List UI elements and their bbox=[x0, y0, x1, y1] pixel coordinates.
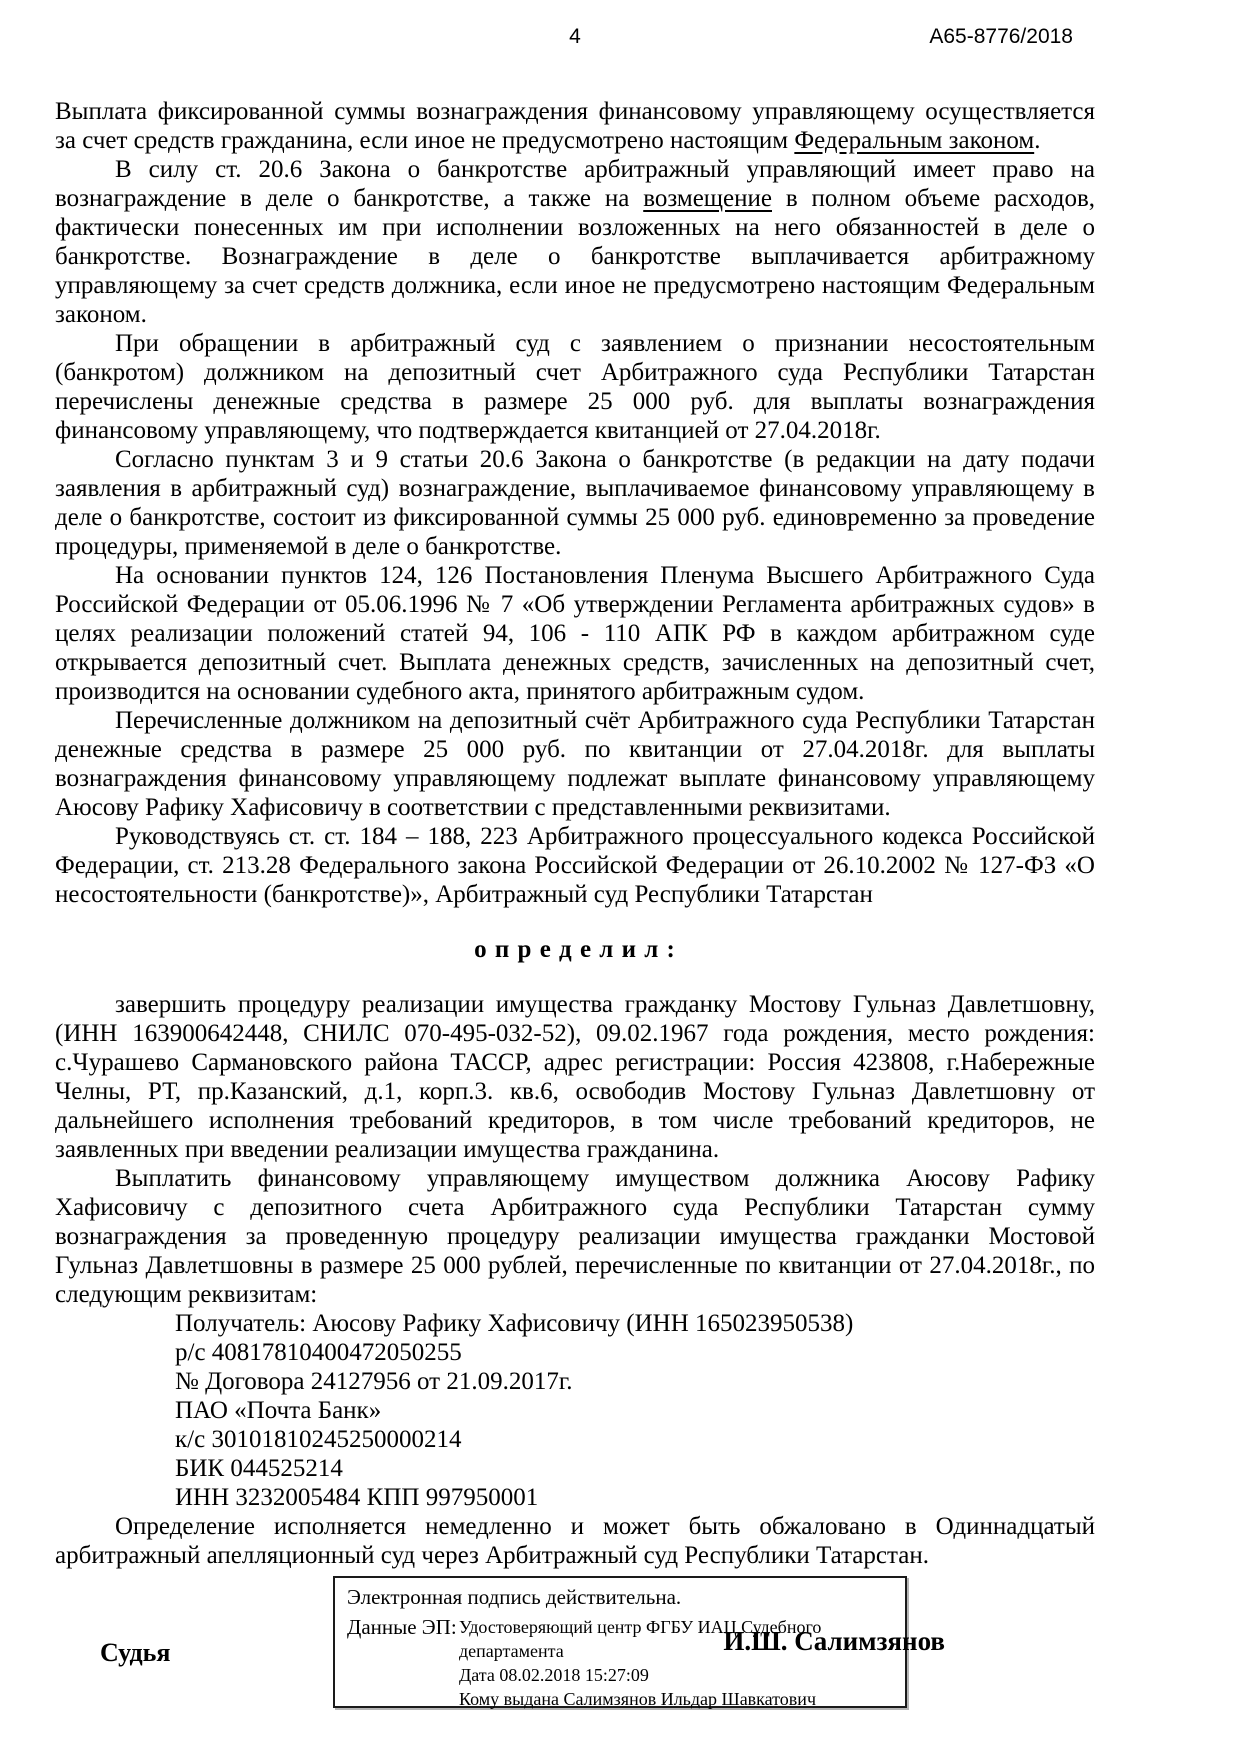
paragraph-deposit-payment: При обращении в арбитражный суд с заявлением о признании несостоятельным (банкротом) должником на депозитный счет Арбитражного суда Республики Татарстан перечислены денежные средства в размере 25 000 руб. для выплаты вознаграждения финансовому управляющему, что подтверждается квитанцией от 27.04.2018г. bbox=[55, 330, 1095, 444]
paragraph-appeal: Определение исполняется немедленно и может быть обжаловано в Одиннадцатый арбитражный апелляционный суд через Арбитражный суд Республики Татарстан. bbox=[55, 1513, 1095, 1569]
electronic-signature-stamp bbox=[333, 1576, 945, 1709]
judge-label: Судья bbox=[100, 1638, 171, 1667]
paragraph-article-20-6 bbox=[55, 155, 1095, 329]
requisite-recipient: Получатель: Аюсову Рафику Хафисовичу (ИНН 165023950538) bbox=[175, 1310, 854, 1337]
payment-requisites bbox=[55, 1309, 1095, 1512]
stamp-data-label: Данные ЭП: bbox=[347, 1615, 457, 1639]
stamp-ca-text: Удостоверяющий центр ФГБУ ИАЦ Судебного департамента bbox=[459, 1617, 822, 1661]
requisite-account: р/с 40817810400472050255 bbox=[175, 1339, 462, 1366]
stamp-date: Дата 08.02.2018 15:27:09 bbox=[459, 1665, 649, 1685]
paragraph-text: в полном объеме расходов, фактически понесенных им при исполнении возложенных на него обязанностей в деле о банкротстве. Вознаграждение в деле о банкротстве выплачивается арбитражному управляющему за счет средств должника, если иное не предусмотрено настоящим Федеральным законом. bbox=[55, 185, 1095, 328]
ruling-heading: о п р е д е л и л : bbox=[474, 936, 676, 963]
requisite-contract: № Договора 24127956 от 21.09.2017г. bbox=[175, 1368, 573, 1395]
paragraph-pay-manager: Выплатить финансовому управляющему имуществом должника Аюсову Рафику Хафисовичу с депозитного счета Арбитражного суда Республики Татарстан сумму вознаграждения за проведенную процедуру реализации имущества гражданки Мостовой Гульназ Давлетшовны в размере 25 000 рублей, перечисленные по квитанции от 27.04.2018г., по следующим реквизитам: bbox=[55, 1165, 1095, 1308]
requisite-bik: БИК 044525214 bbox=[175, 1455, 343, 1482]
requisite-inn-kpp: ИНН 3232005484 КПП 997950001 bbox=[175, 1484, 539, 1511]
underlined-federal-law: Федеральным законом bbox=[794, 127, 1035, 154]
underlined-reimbursement: возмещение bbox=[643, 185, 772, 212]
page-number: 4 bbox=[569, 25, 581, 48]
paragraph-complete-procedure: завершить процедуру реализации имущества гражданку Мостову Гульназ Давлетшовну, (ИНН 163900642448, СНИЛС 070-495-032-52), 09.02.1967 года рождения, место рождения: с.Чурашево Сармановского района ТАССР, адрес регистрации: Россия 423808, г.Набережные Челны, РТ, пр.Казанский, д.1, корп.3. кв.6, освободив Мостову Гульназ Давлетшовну от дальнейшего исполнения требований кредиторов, в том числе требований кредиторов, не заявленных при введении реализации имущества гражданина. bbox=[55, 991, 1095, 1163]
case-number: А65-8776/2018 bbox=[929, 25, 1073, 48]
requisite-corr-account: к/с 30101810245250000214 bbox=[175, 1426, 462, 1453]
paragraph-plenum-resolution: На основании пунктов 124, 126 Постановления Пленума Высшего Арбитражного Суда Российской Федерации от 05.06.1996 № 7 «Об утверждении Регламента арбитражных судов» в целях реализации положений статей 94, 106 - 110 АПК РФ в каждом арбитражном суде открывается депозитный счет. Выплата денежных средств, зачисленных на депозитный счет, производится на основании судебного акта, принятого арбитражным судом. bbox=[55, 562, 1095, 705]
signature-section bbox=[55, 1574, 1095, 1724]
paragraph-clauses-3-9: Согласно пунктам 3 и 9 статьи 20.6 Закона о банкротстве (в редакции на дату подачи заявления в арбитражный суд) вознаграждение, выплачиваемое финансовому управляющему в деле о банкротстве, состоит из фиксированной суммы 25 000 руб. единовременно за проведение процедуры, применяемой в деле о банкротстве. bbox=[55, 446, 1095, 560]
judge-name: И.Ш. Салимзянов bbox=[723, 1626, 945, 1656]
page-header bbox=[55, 22, 1095, 51]
paragraph-text: В силу ст. 20.6 Закона о банкротстве арбитражный управляющий имеет право на вознаграждение в деле о банкротстве, а также на bbox=[55, 156, 1095, 212]
paragraph-guided-by: Руководствуясь ст. ст. 184 – 188, 223 Арбитражного процессуального кодекса Российской Федерации, ст. 213.28 Федерального закона Российской Федерации от 26.10.2002 № 127-ФЗ «О несостоятельности (банкротстве)», Арбитражный суд Республики Татарстан bbox=[55, 823, 1095, 908]
requisite-bank: ПАО «Почта Банк» bbox=[175, 1397, 382, 1424]
stamp-valid-text: Электронная подпись действительна. bbox=[347, 1585, 682, 1609]
paragraph-transferred-funds: Перечисленные должником на депозитный счёт Арбитражного суда Республики Татарстан денежные средства в размере 25 000 руб. по квитанции от 27.04.2018г. для выплаты вознаграждения финансовому управляющему подлежат выплате финансовому управляющему Аюсову Рафику Хафисовичу в соответствии с представленными реквизитами. bbox=[55, 707, 1095, 821]
paragraph-text: Выплата фиксированной суммы вознаграждения финансовому управляющему осуществляется за счет средств гражданина, если иное не предусмотрено настоящим bbox=[55, 98, 1095, 154]
stamp-issued-to: Кому выдана Салимзянов Ильдар Шавкатович bbox=[459, 1689, 816, 1709]
paragraph-text: . bbox=[1034, 127, 1041, 154]
paragraph-fixed-sum bbox=[55, 97, 1095, 155]
